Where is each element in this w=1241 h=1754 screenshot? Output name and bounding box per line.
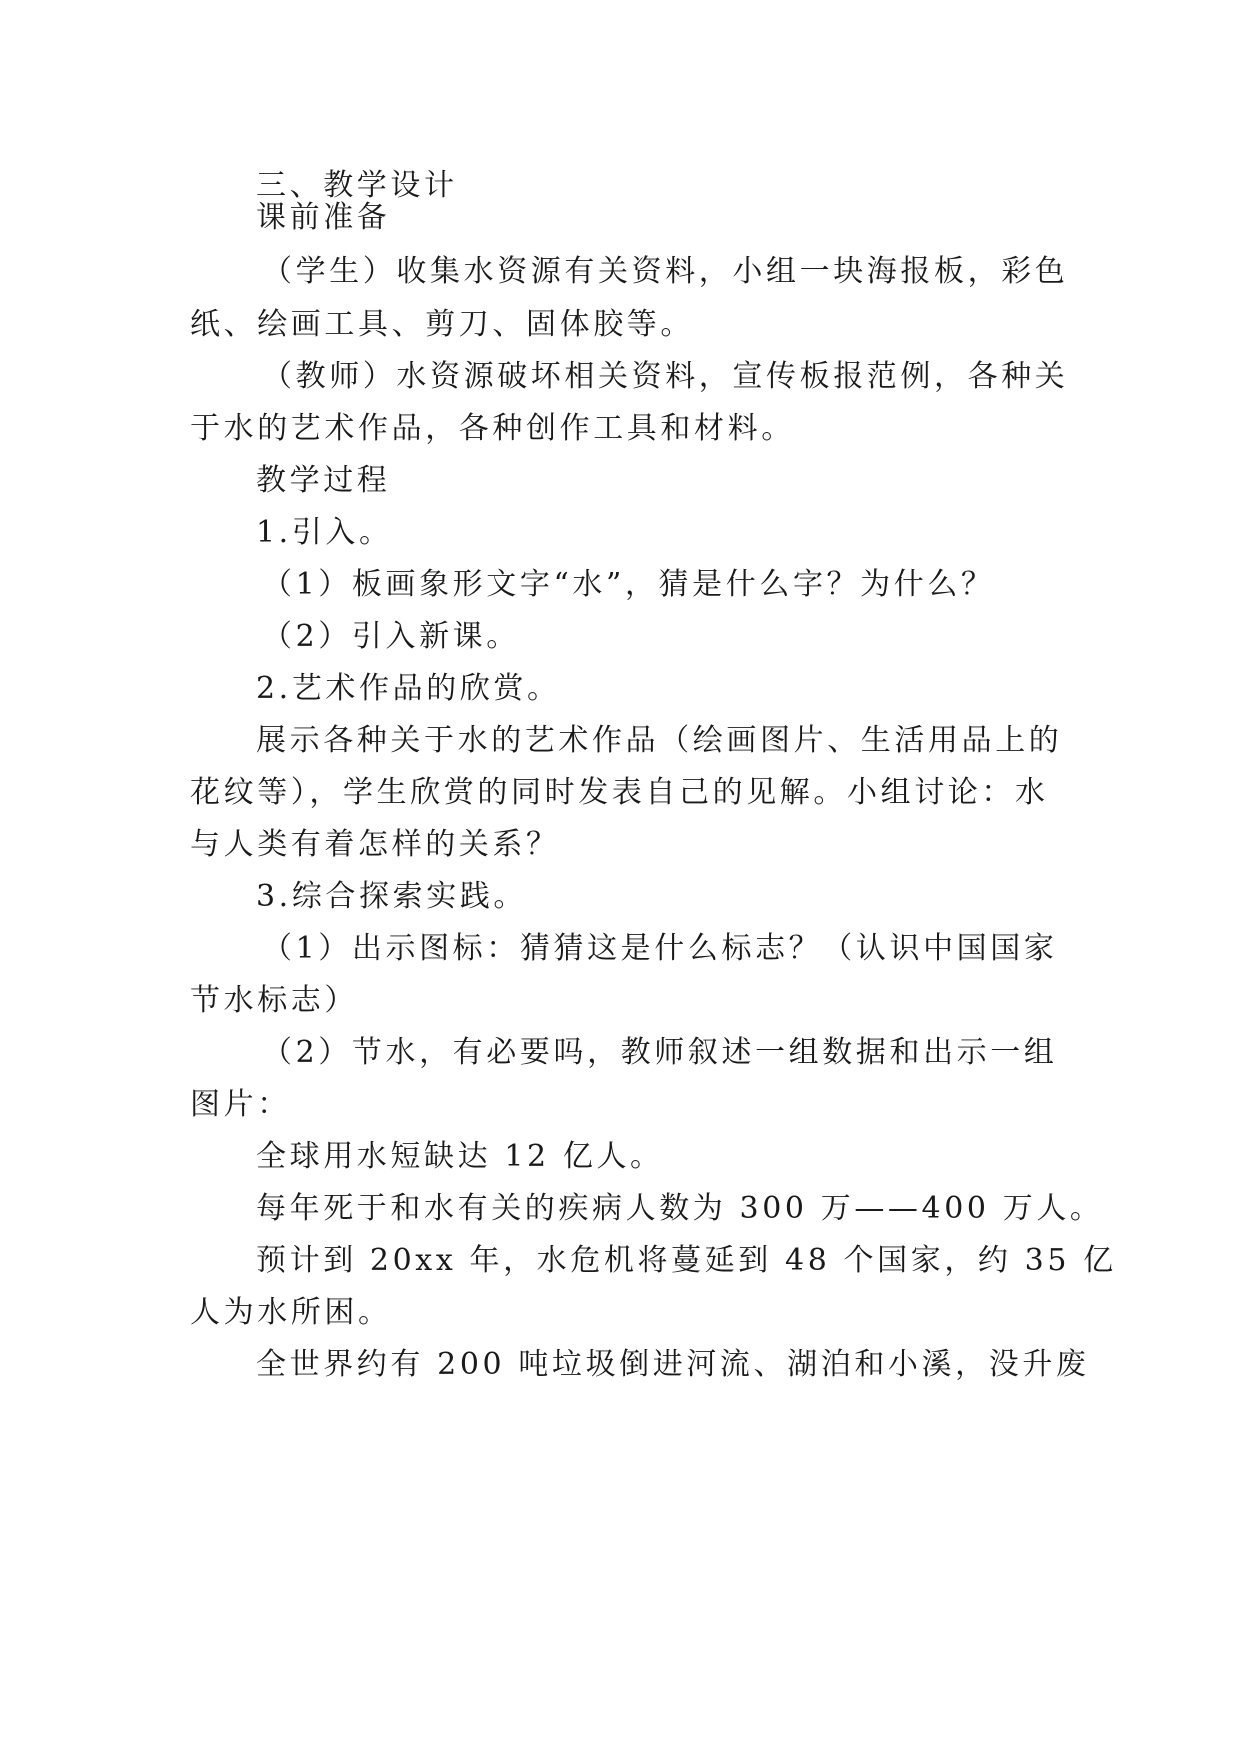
paragraph-line: （2）节水，有必要吗，教师叙述一组数据和出示一组 — [262, 1035, 1058, 1070]
paragraph-line: 纸、绘画工具、剪刀、固体胶等。 — [190, 307, 694, 342]
paragraph-line: 1.引入。 — [256, 515, 393, 550]
paragraph-line: 展示各种关于水的艺术作品（绘画图片、生活用品上的 — [256, 723, 1063, 758]
paragraph-line: 图片： — [190, 1087, 291, 1122]
paragraph-line: （2）引入新课。 — [262, 619, 520, 654]
paragraph-line: （学生）收集水资源有关资料，小组一块海报板，彩色 — [262, 254, 1069, 289]
paragraph-line: 全球用水短缺达 12 亿人。 — [256, 1139, 664, 1174]
section-heading: 三、教学设计 — [256, 168, 458, 203]
paragraph-line: 2.艺术作品的欣赏。 — [256, 671, 561, 706]
paragraph-line: （教师）水资源破坏相关资料，宣传板报范例，各种关 — [262, 359, 1069, 394]
paragraph-line: 花纹等），学生欣赏的同时发表自己的见解。小组讨论：水 — [190, 775, 1049, 810]
paragraph-line: 预计到 20xx 年，水危机将蔓延到 48 个国家，约 35 亿 — [256, 1243, 1117, 1278]
paragraph-line: 每年死于和水有关的疾病人数为 300 万——400 万人。 — [256, 1191, 1104, 1226]
subheading-process: 教学过程 — [256, 463, 391, 498]
paragraph-line: 全世界约有 200 吨垃圾倒进河流、湖泊和小溪，没升废 — [256, 1347, 1090, 1382]
subheading-prep: 课前准备 — [256, 200, 391, 235]
paragraph-line: （1）出示图标：猜猜这是什么标志？（认识中国国家 — [262, 931, 1058, 966]
paragraph-line: 3.综合探索实践。 — [256, 879, 528, 914]
paragraph-line: 节水标志） — [190, 983, 358, 1018]
paragraph-line: （1）板画象形文字“水”，猜是什么字？为什么？ — [262, 567, 995, 602]
paragraph-line: 人为水所困。 — [190, 1295, 392, 1330]
paragraph-line: 与人类有着怎样的关系？ — [190, 827, 560, 862]
paragraph-line: 于水的艺术作品，各种创作工具和材料。 — [190, 411, 795, 446]
